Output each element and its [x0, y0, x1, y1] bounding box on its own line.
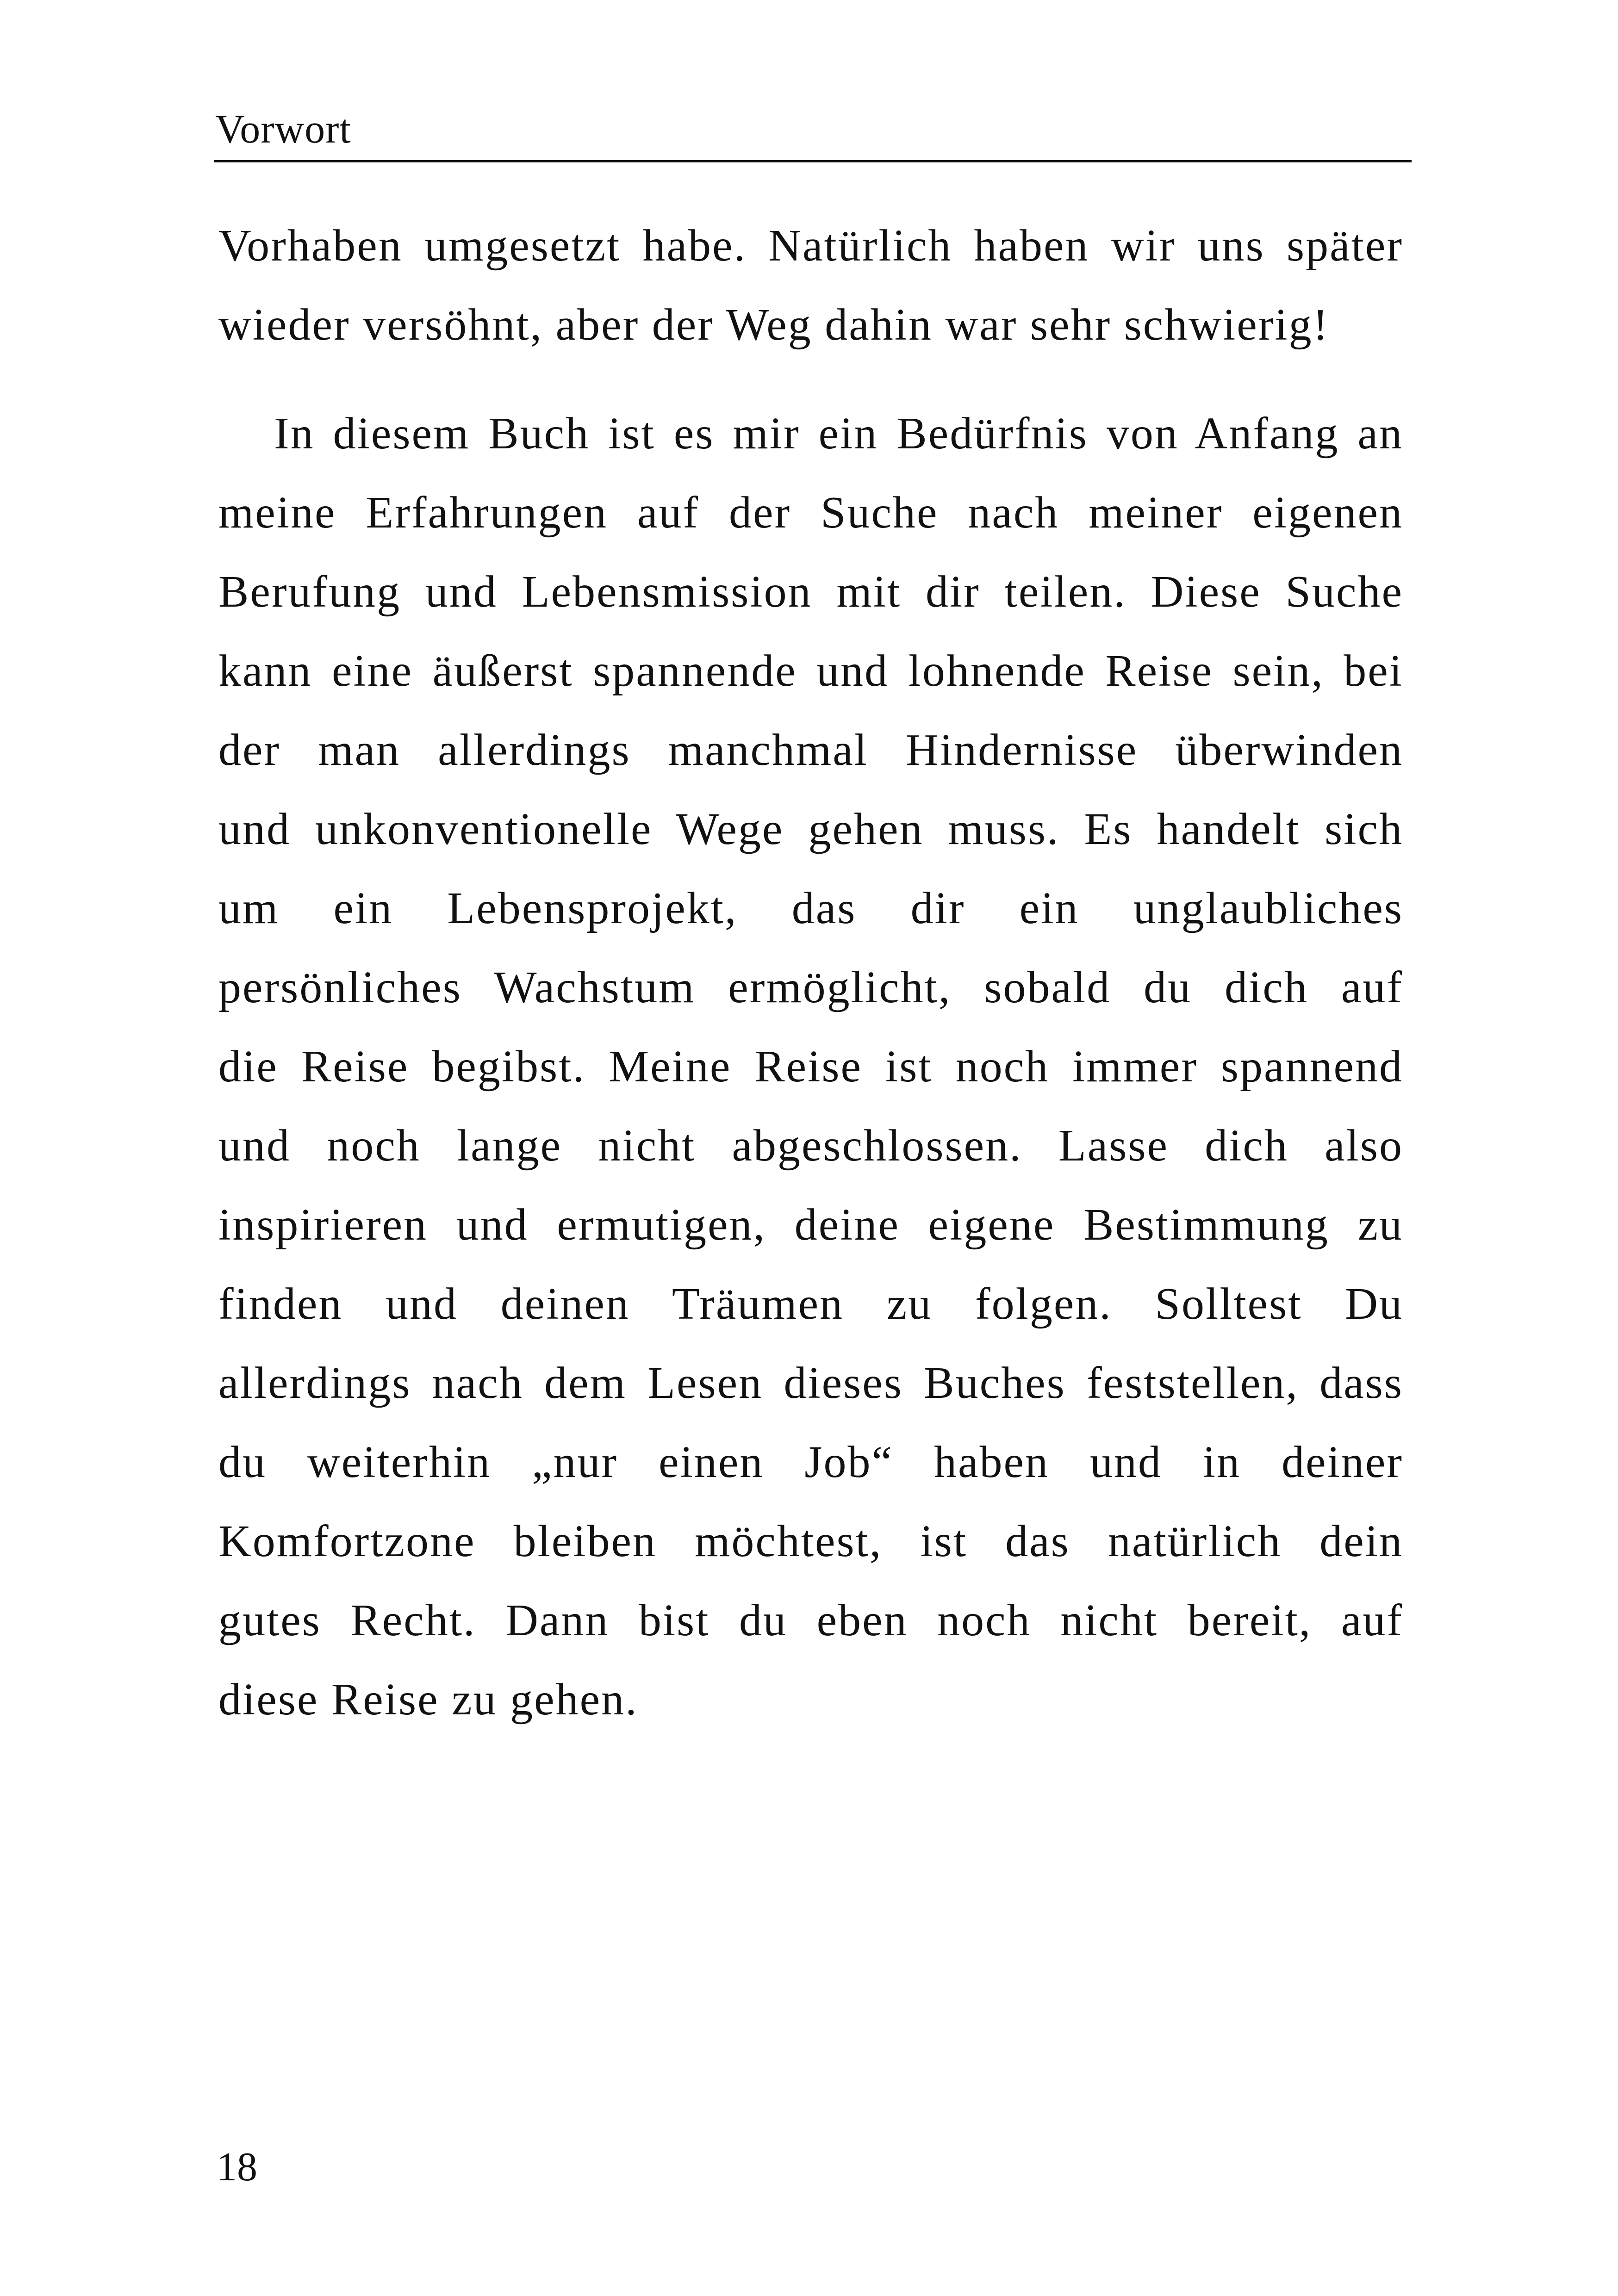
page-number: 18: [217, 2145, 257, 2190]
text-line: der man allerdings manchmal Hindernisse überwinden: [218, 725, 1403, 775]
text-line: und unkonventionelle Wege gehen muss. Es handelt sich: [218, 804, 1403, 854]
text-line: Berufung und Lebensmission mit dir teilen. Diese Suche: [218, 567, 1403, 617]
text-line: die Reise begibst. Meine Reise ist noch immer spannend: [218, 1042, 1403, 1092]
text-line: inspirieren und ermutigen, deine eigene Bestimmung zu: [218, 1200, 1403, 1250]
paragraph-gap: [218, 365, 1403, 394]
text-line: wieder versöhnt, aber der Weg dahin war sehr schwierig!: [218, 300, 1330, 350]
text-line: diese Reise zu gehen.: [218, 1675, 638, 1725]
text-line: In diesem Buch ist es mir ein Bedürfnis von Anfang an: [274, 409, 1403, 459]
paragraph-2: [218, 394, 1403, 1739]
text-line: du weiterhin „nur einen Job“ haben und in deiner: [218, 1437, 1403, 1487]
text-line: finden und deinen Träumen zu folgen. Solltest Du: [218, 1279, 1403, 1329]
text-line: kann eine äußerst spannende und lohnende Reise sein, bei: [218, 646, 1403, 696]
text-line: und noch lange nicht abgeschlossen. Lasse dich also: [218, 1121, 1403, 1171]
header-rule: [214, 160, 1412, 162]
text-line: persönliches Wachstum ermöglicht, sobald du dich auf: [218, 962, 1403, 1012]
text-line: um ein Lebensprojekt, das dir ein unglaubliches: [218, 883, 1403, 933]
paragraph-1: [218, 206, 1403, 365]
text-line: Komfortzone bleiben möchtest, ist das natürlich dein: [218, 1516, 1403, 1566]
running-header: Vorwort: [215, 107, 351, 152]
text-line: gutes Recht. Dann bist du eben noch nicht bereit, auf: [218, 1595, 1403, 1645]
text-line: allerdings nach dem Lesen dieses Buches feststellen, dass: [218, 1358, 1403, 1408]
text-line: meine Erfahrungen auf der Suche nach meiner eigenen: [218, 488, 1403, 538]
text-line: Vorhaben umgesetzt habe. Natürlich haben wir uns später: [218, 221, 1403, 271]
body-text: [218, 206, 1403, 1739]
